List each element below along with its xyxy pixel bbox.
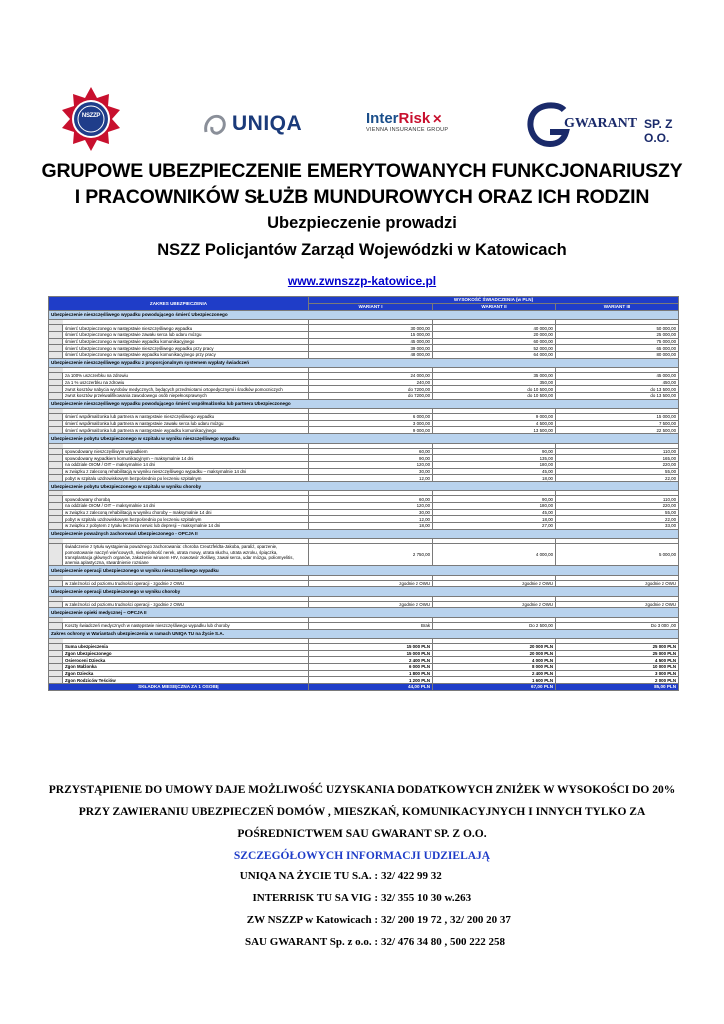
row-value-wariant-3: 22 500,00 [556, 427, 679, 434]
row-marker-cell [49, 345, 63, 352]
row-value-wariant-1: 1 800 PLN [309, 670, 433, 677]
row-value-wariant-3: 7 500,00 [556, 420, 679, 427]
row-description: zwrot kosztów przekwalifikowania zawodowego osób niepełnosprawnych [63, 393, 309, 400]
coverage-table [48, 296, 679, 691]
table-row [49, 345, 679, 352]
row-marker-cell [49, 496, 63, 503]
table-row [49, 386, 679, 393]
row-value-wariant-3: zgodnie z OWU [556, 580, 679, 587]
row-value-wariant-2: 27,00 [433, 523, 556, 530]
row-marker-cell [49, 644, 63, 651]
row-value-wariant-2: 1 600 PLN [433, 677, 556, 684]
row-value-wariant-3: 65 000,00 [556, 345, 679, 352]
row-value-wariant-3: Do 3 000 ,00 [556, 622, 679, 629]
section-title: Ubezpieczenie nieszczęśliwego wypadku powodującego śmierć współmałżonka lub partnera Ubezpieczonego [49, 399, 679, 409]
row-value-wariant-2: 90,00 [433, 496, 556, 503]
row-value-wariant-2: 20 000,00 [433, 331, 556, 338]
header-wysokosc: WYSOKOŚĆ ŚWIADCZENIA (w PLN) [309, 297, 679, 304]
row-value-wariant-1: 12,00 [309, 516, 433, 523]
row-description: Koszty świadczeń medycznych w następstwie nieszczęśliwego wypadku lub choroby [63, 622, 309, 629]
table-row [49, 644, 679, 651]
table-row [49, 650, 679, 657]
row-value-wariant-1: zgodnie z OWU [309, 580, 433, 587]
row-marker-cell [49, 677, 63, 684]
section-title: Ubezpieczenie pobytu Ubezpieczonego w szpitalu w wyniku nieszczęśliwego wypadku [49, 434, 679, 444]
row-value-wariant-1: 24 000,00 [309, 373, 433, 380]
row-marker-cell [49, 516, 63, 523]
row-description: spowodowany chorobą [63, 496, 309, 503]
row-marker-cell [49, 657, 63, 664]
row-value-wariant-2: 18,00 [433, 475, 556, 482]
row-value-wariant-2: 2 400 PLN [433, 670, 556, 677]
section-title: Ubezpieczenie nieszczęśliwego wypadku z proporcjonalnym systemem wypłaty świadczeń [49, 358, 679, 368]
interrisk-subtitle: VIENNA INSURANCE GROUP [366, 127, 449, 133]
row-value-wariant-3: 165,00 [556, 455, 679, 462]
gwarant-wordmark: GWARANT [564, 116, 638, 131]
row-description: Suma ubezpieczenia [63, 644, 309, 651]
row-value-wariant-1: 12,00 [309, 475, 433, 482]
row-marker-cell [49, 379, 63, 386]
row-value-wariant-3: 75 000,00 [556, 338, 679, 345]
contact-label: UNIQA NA ŻYCIE TU S.A. : [239, 870, 378, 882]
row-marker-cell [49, 663, 63, 670]
table-row [49, 496, 679, 503]
table-row [49, 657, 679, 664]
row-value-wariant-2: 180,00 [433, 503, 556, 510]
row-value-wariant-3: 55,00 [556, 509, 679, 516]
contact-phone: 32/ 422 99 32 [381, 870, 442, 882]
row-marker-cell [49, 427, 63, 434]
section-title: Ubezpieczenie operacji Ubezpieczonego w wyniku choroby [49, 587, 679, 597]
page-title-line1: GRUPOWE UBEZPIECZENIE EMERYTOWANYCH FUNKCJONARIUSZY [41, 160, 683, 182]
row-value-wariant-3: 4 500 PLN [556, 657, 679, 664]
gwarant-logo [524, 100, 684, 150]
row-value-wariant-1: 120,00 [309, 503, 433, 510]
row-marker-cell [49, 331, 63, 338]
row-value-wariant-3: 80 000,00 [556, 351, 679, 358]
row-value-wariant-2: 52 000,00 [433, 345, 556, 352]
row-value-wariant-3: 5 000,00 [556, 544, 679, 566]
contact-label: SAU GWARANT Sp. z o.o. : [244, 936, 378, 948]
row-value-wariant-3: 2 000 PLN [556, 677, 679, 684]
table-row [49, 420, 679, 427]
row-description: Zgon Dziecka [63, 670, 309, 677]
discount-info-line2: PRZY ZAWIERANIU UBEZPIECZEŃ DOMÓW , MIESZKAŃ, KOMUNIKACYJNYCH I INNYCH TYLKO ZA [78, 806, 646, 818]
section-row [49, 529, 679, 539]
row-value-wariant-3: 110,00 [556, 496, 679, 503]
section-row [49, 587, 679, 597]
row-value-wariant-2: 18,00 [433, 516, 556, 523]
row-value-wariant-1: 15 000 PLN [309, 644, 433, 651]
row-description: w zależności od poziomu trudności operacji - zgodnie z OWU [63, 601, 309, 608]
row-marker-cell [49, 325, 63, 332]
header-zakres: ZAKRES UBEZPIECZENIA [49, 297, 309, 311]
row-description: śmierć Ubezpieczonego w następstwie nieszczęśliwego wypadku przy pracy [63, 345, 309, 352]
row-marker-cell [49, 373, 63, 380]
row-value-wariant-3: 15 000,00 [556, 414, 679, 421]
row-value-wariant-2: 35 000,00 [433, 373, 556, 380]
row-value-wariant-3: 450,00 [556, 379, 679, 386]
row-value-wariant-3: 25 000 PLN [556, 644, 679, 651]
row-description: śmierć współmałżonka lub partnera w następstwie zawału serca lub udaru mózgu [63, 420, 309, 427]
row-value-wariant-1: 120,00 [309, 461, 433, 468]
table-row [49, 338, 679, 345]
total-value-wariant-3: 85,00 PLN [556, 683, 679, 690]
section-row [49, 358, 679, 368]
row-value-wariant-3: 10 000 PLN [556, 663, 679, 670]
row-value-wariant-1: 240,00 [309, 379, 433, 386]
row-description: spowodowany wypadkiem komunikacyjnym – maksymalnie 14 dni [63, 455, 309, 462]
row-value-wariant-2: zgodnie z OWU [433, 601, 556, 608]
row-value-wariant-1: 9 000,00 [309, 427, 433, 434]
row-value-wariant-3: 22,00 [556, 516, 679, 523]
row-marker-cell [49, 601, 63, 608]
row-marker-cell [49, 670, 63, 677]
row-value-wariant-3: do 13 500,00 [556, 393, 679, 400]
table-row [49, 351, 679, 358]
row-value-wariant-1: 6 000 PLN [309, 663, 433, 670]
row-value-wariant-2: 4 000,00 [433, 544, 556, 566]
row-value-wariant-2: 4 500,00 [433, 420, 556, 427]
row-description: śmierć współmałżonka lub partnera w następstwie wypadku komunikacyjnego [63, 427, 309, 434]
row-description: spowodowany nieszczęśliwym wypadkiem [63, 448, 309, 455]
row-value-wariant-3: 3 000 PLN [556, 670, 679, 677]
row-value-wariant-2: do 10 500,00 [433, 386, 556, 393]
section-row [49, 608, 679, 618]
total-value-wariant-2: 67,00 PLN [433, 683, 556, 690]
section-title: Ubezpieczenie operacji Ubezpieczonego w wyniku nieszczęśliwego wypadku [49, 566, 679, 576]
page-title-line2: I PRACOWNIKÓW SŁUŻB MUNDUROWYCH ORAZ ICH RODZIN [74, 186, 650, 208]
table-row [49, 455, 679, 462]
interrisk-risk: Risk [398, 110, 431, 127]
row-value-wariant-1: 45 000,00 [309, 338, 433, 345]
table-row [49, 580, 679, 587]
table-row [49, 461, 679, 468]
row-marker-cell [49, 386, 63, 393]
table-row [49, 663, 679, 670]
row-marker-cell [49, 461, 63, 468]
row-value-wariant-1: zgodnie z OWU [309, 601, 433, 608]
row-value-wariant-3: 25 000 PLN [556, 650, 679, 657]
row-value-wariant-2: zgodnie z OWU [433, 580, 556, 587]
contact-phone: 32/ 355 10 30 w.263 [381, 892, 472, 904]
row-description: w zależności od poziomu trudności operacji - zgodnie z OWU [63, 580, 309, 587]
row-value-wariant-2: 20 000 PLN [433, 644, 556, 651]
row-marker-cell [49, 414, 63, 421]
row-value-wariant-2: 90,00 [433, 448, 556, 455]
row-marker-cell [49, 468, 63, 475]
row-description: w związku z pobytem z tytułu leczenia nerwic lub depresji – maksymalnie 14 dni [63, 523, 309, 530]
row-value-wariant-1: 90,00 [309, 455, 433, 462]
table-row [49, 516, 679, 523]
nszzp-letters: NSZZP [81, 113, 101, 119]
interrisk-cross-icon: ✕ [432, 112, 443, 126]
row-description: Osieroceni Dziecka [63, 657, 309, 664]
table-row [49, 523, 679, 530]
row-marker-cell [49, 393, 63, 400]
row-value-wariant-1: 6 000,00 [309, 414, 433, 421]
row-value-wariant-2: 40 000,00 [433, 325, 556, 332]
row-marker-cell [49, 622, 63, 629]
table-row [49, 677, 679, 684]
gwarant-suffix: SP. Z O.O. [644, 117, 673, 145]
row-description: Zgon Ubezpieczonego [63, 650, 309, 657]
section-row [49, 629, 679, 639]
contact-label: ZW NSZZP w Katowicach : [246, 914, 378, 926]
row-description: na oddziale OIOM / OIT – maksymalnie 14 dni [63, 503, 309, 510]
total-row [49, 683, 679, 690]
row-marker-cell [49, 523, 63, 530]
discount-info-line1: PRZYSTĄPIENIE DO UMOWY DAJE MOŻLIWOŚĆ UZYSKANIA DODATKOWYCH ZNIŻEK W WYSOKOŚCI DO 20% [48, 784, 676, 796]
section-title: Ubezpieczenie opieki medycznej – OPCJA II [49, 608, 679, 618]
row-description: w związku z zaleconą rehabilitacją w wyniku choroby – maksymalnie 14 dni [63, 509, 309, 516]
row-value-wariant-2: 180,00 [433, 461, 556, 468]
section-title: Zakres ochrony w Wariantach ubezpieczenia w ramach UNIQA TU na Życie S.A. [49, 629, 679, 639]
row-marker-cell [49, 503, 63, 510]
row-value-wariant-2: 45,00 [433, 468, 556, 475]
table-header-row [49, 297, 679, 304]
row-value-wariant-1: 15 000 PLN [309, 650, 433, 657]
row-value-wariant-1: 30,00 [309, 468, 433, 475]
row-value-wariant-2: 13 500,00 [433, 427, 556, 434]
section-title: Ubezpieczenie pobytu Ubezpieczonego w szpitalu w wyniku choroby [49, 481, 679, 491]
row-marker-cell [49, 448, 63, 455]
uniqa-swirl-icon [202, 112, 230, 138]
row-value-wariant-1: 1 200 PLN [309, 677, 433, 684]
table-row [49, 427, 679, 434]
contact-phone: 32/ 476 34 80 , 500 222 258 [381, 936, 506, 948]
row-value-wariant-1: Brak [309, 622, 433, 629]
row-value-wariant-2: 45,00 [433, 509, 556, 516]
section-row [49, 434, 679, 444]
row-description: śmierć Ubezpieczonego w następstwie wypadku komunikacyjnego przy pracy [63, 351, 309, 358]
row-value-wariant-1: 2 750,00 [309, 544, 433, 566]
subtitle-provider-label: Ubezpieczenie prowadzi [267, 214, 457, 232]
row-value-wariant-1: 30,00 [309, 509, 433, 516]
table-row [49, 448, 679, 455]
table-row [49, 509, 679, 516]
row-value-wariant-1: 60,00 [309, 448, 433, 455]
contact-label: INTERRISK TU SA VIG : [252, 892, 378, 904]
total-value-wariant-1: 44,00 PLN [309, 683, 433, 690]
row-marker-cell [49, 544, 63, 566]
row-marker-cell [49, 455, 63, 462]
row-description: pobyt w szpitalu uzdrowiskowym bezpośrednio po leczeniu szpitalnym [63, 516, 309, 523]
table-row [49, 414, 679, 421]
row-description: śmierć Ubezpieczonego w następstwie zawału serca lub udaru mózgu [63, 331, 309, 338]
row-marker-cell [49, 475, 63, 482]
uniqa-logo [202, 112, 303, 138]
interrisk-inter: Inter [366, 110, 399, 127]
row-marker-cell [49, 420, 63, 427]
row-value-wariant-3: zgodnie z OWU [556, 601, 679, 608]
row-value-wariant-3: 45 000,00 [556, 373, 679, 380]
row-description: Zgon Rodziców Teściów [63, 677, 309, 684]
row-value-wariant-1: 3 000,00 [309, 420, 433, 427]
row-value-wariant-3: do 13 500,00 [556, 386, 679, 393]
row-description: śmierć współmałżonka lub partnera w następstwie nieszczęśliwego wypadku [63, 414, 309, 421]
row-value-wariant-1: 60,00 [309, 496, 433, 503]
nszzp-logo [58, 86, 124, 152]
logo-bar [0, 80, 724, 160]
row-description: świadczenie z tytułu wystąpienia poważnego zachorowania: choroba Creutzfeldta-Jakoba, paraliż, oparzenie, pomostowanie naczyń wieńcowych, niewydolność nerek, utrata mowy, utrata słuchu, utrata wzroku, śpiączka, transplantacja głównych organów, zakażenie wirusem HIV, nowotwór złośliwy, zawał serca, udar mózgu, poliomyelitis, anemia aplastyczna, stwardnienie rozsiane [63, 544, 309, 566]
section-row [49, 310, 679, 320]
row-value-wariant-1: 48 000,00 [309, 351, 433, 358]
row-value-wariant-2: 4 000 PLN [433, 657, 556, 664]
row-description: Zgon Małżonka [63, 663, 309, 670]
table-row [49, 601, 679, 608]
table-row [49, 379, 679, 386]
row-description: za 1 % uszczerbku na zdrowiu [63, 379, 309, 386]
section-title: Ubezpieczenie nieszczęśliwego wypadku powodującego śmierć Ubezpieczonego [49, 310, 679, 320]
row-value-wariant-2: 20 000 PLN [433, 650, 556, 657]
uniqa-wordmark: UNIQA [232, 112, 303, 135]
contact-heading: SZCZEGÓŁOWYCH INFORMACJI UDZIELAJĄ [233, 850, 491, 862]
row-description: śmierć Ubezpieczonego w następstwie wypadku komunikacyjnego [63, 338, 309, 345]
row-description: za 100% uszczerbku na zdrowiu [63, 373, 309, 380]
row-description: na oddziale OIOM / OIT – maksymalnie 14 dni [63, 461, 309, 468]
row-value-wariant-2: 60 000,00 [433, 338, 556, 345]
row-marker-cell [49, 351, 63, 358]
row-value-wariant-1: 18,00 [309, 523, 433, 530]
website-link[interactable]: www.zwnszzp-katowice.pl [287, 274, 437, 288]
discount-info-line3: POŚREDNICTWEM SAU GWARANT SP. Z O.O. [237, 828, 487, 840]
row-description: pobyt w szpitalu uzdrowiskowym bezpośrednio po leczeniu szpitalnym [63, 475, 309, 482]
section-title: Ubezpieczenie poważnych zachorowań Ubezpieczonego - OPCJA II [49, 529, 679, 539]
row-value-wariant-3: 33,00 [556, 523, 679, 530]
contact-phone: 32/ 200 19 72 , 32/ 200 20 37 [381, 914, 511, 926]
contact-list [0, 870, 724, 980]
row-value-wariant-1: do 7200,00 [309, 393, 433, 400]
total-label: SKŁADKA MIESIĘCZNA ZA 1 OSOBĘ [49, 683, 309, 690]
section-row [49, 566, 679, 576]
table-row [49, 503, 679, 510]
table-row [49, 468, 679, 475]
row-marker-cell [49, 580, 63, 587]
row-description: w związku z zaleconą rehabilitacją w wyniku nieszczęśliwego wypadku – maksymalnie 14 dni [63, 468, 309, 475]
subtitle-provider-name: NSZZ Policjantów Zarząd Wojewódzki w Katowicach [157, 241, 567, 259]
row-value-wariant-1: do 7200,00 [309, 386, 433, 393]
table-row [49, 373, 679, 380]
row-marker-cell [49, 509, 63, 516]
row-value-wariant-1: 30 000,00 [309, 325, 433, 332]
row-value-wariant-3: 22,00 [556, 475, 679, 482]
table-row [49, 544, 679, 566]
table-row [49, 670, 679, 677]
row-marker-cell [49, 338, 63, 345]
row-value-wariant-3: 220,00 [556, 503, 679, 510]
row-value-wariant-1: 39 000,00 [309, 345, 433, 352]
row-value-wariant-2: 8 000 PLN [433, 663, 556, 670]
row-value-wariant-3: 50 000,00 [556, 325, 679, 332]
table-row [49, 325, 679, 332]
row-value-wariant-2: Do 2 500,00 [433, 622, 556, 629]
section-row [49, 399, 679, 409]
row-value-wariant-2: 9 000,00 [433, 414, 556, 421]
table-row [49, 393, 679, 400]
header-wariant-1: WARIANT I [309, 303, 433, 310]
row-value-wariant-2: 350,00 [433, 379, 556, 386]
header-wariant-3: WARIANT III [556, 303, 679, 310]
row-value-wariant-3: 25 000,00 [556, 331, 679, 338]
row-value-wariant-2: 64 000,00 [433, 351, 556, 358]
row-value-wariant-3: 55,00 [556, 468, 679, 475]
row-marker-cell [49, 650, 63, 657]
row-description: śmierć Ubezpieczonego w następstwie nieszczęśliwego wypadku [63, 325, 309, 332]
table-row [49, 331, 679, 338]
section-row [49, 481, 679, 491]
row-value-wariant-1: 15 000,00 [309, 331, 433, 338]
table-row [49, 475, 679, 482]
row-value-wariant-1: 2 400 PLN [309, 657, 433, 664]
row-description: zwrot kosztów nabycia wyrobów medycznych, będących przedmiotami ortopedycznymi i środków pomocniczych [63, 386, 309, 393]
header-wariant-2: WARIANT II [433, 303, 556, 310]
row-value-wariant-3: 110,00 [556, 448, 679, 455]
interrisk-logo [366, 110, 452, 144]
table-row [49, 622, 679, 629]
row-value-wariant-3: 220,00 [556, 461, 679, 468]
row-value-wariant-2: do 10 500,00 [433, 393, 556, 400]
row-value-wariant-2: 135,00 [433, 455, 556, 462]
